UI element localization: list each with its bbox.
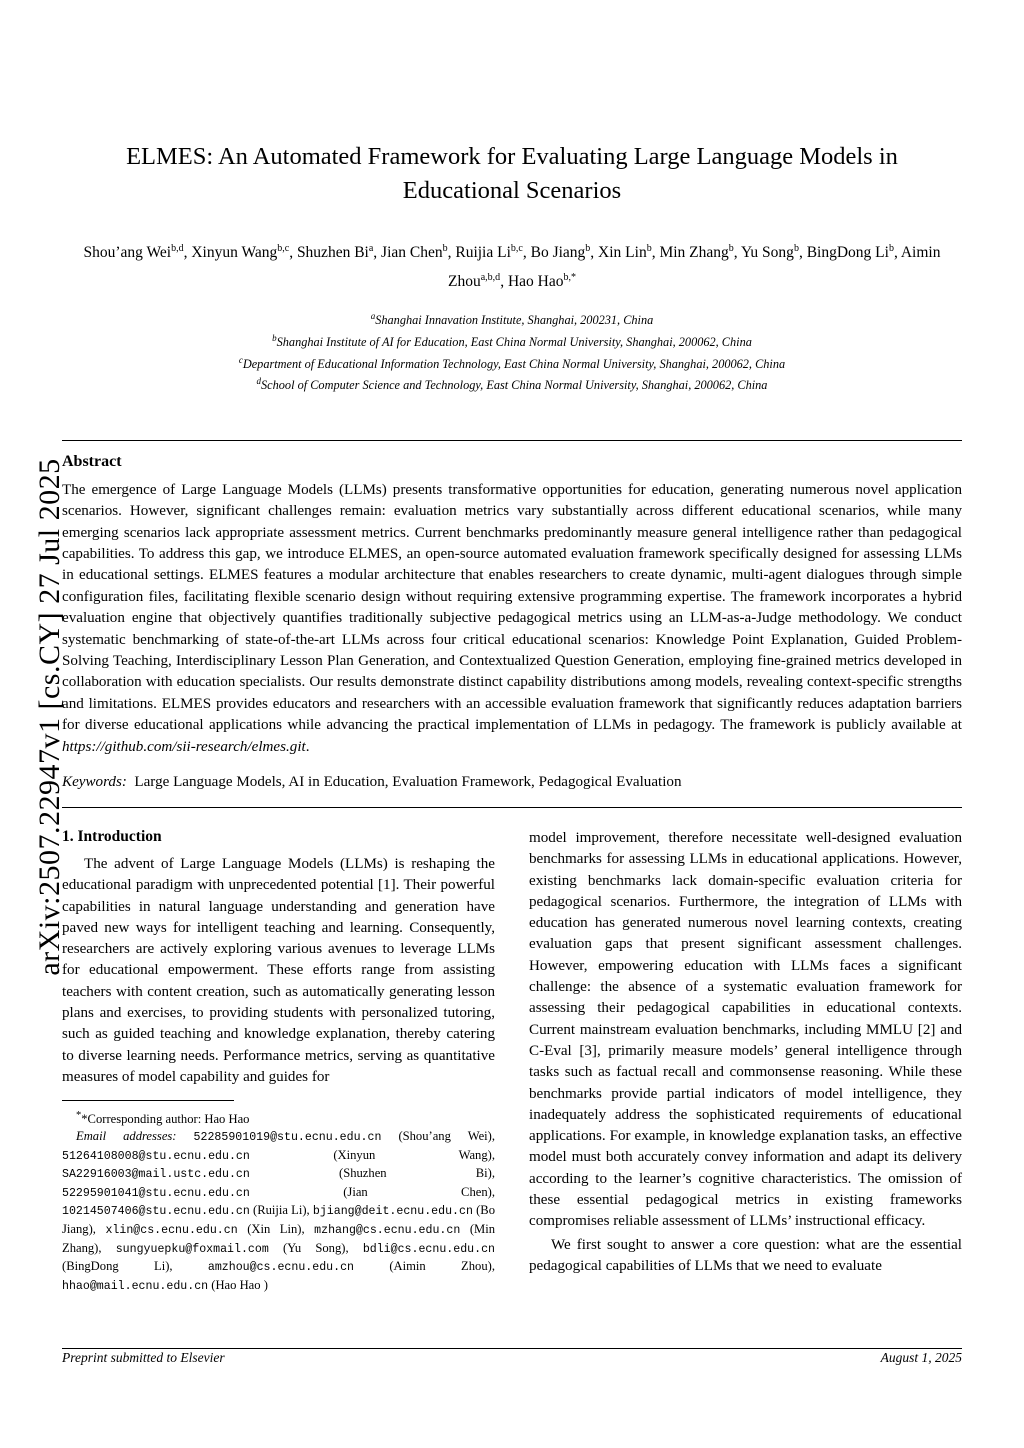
footer-right: August 1, 2025 — [880, 1350, 962, 1365]
author-affil-marker: b — [888, 243, 894, 254]
footnote-emails — [62, 1128, 495, 1295]
author-item: Shuzhen Bi$^a$, — [296, 243, 382, 262]
author-item: Min Zhang$^b$, — [659, 243, 741, 262]
author-affil-marker: b — [793, 243, 799, 254]
footer-left: Preprint submitted to Elsevier — [62, 1350, 225, 1365]
affiliation-item: $^c$Department of Educational Information Technology, East China Normal University, Shanghai, 200062, China — [238, 354, 786, 371]
keywords-value: Large Language Models, AI in Education, Evaluation Framework, Pedagogical Evaluation — [134, 773, 682, 790]
author-item: Ruijia Li$^{b,c}$, — [455, 243, 531, 262]
two-column-body — [62, 828, 962, 1308]
email-address[interactable]: 10214507406@stu.ecnu.edu.cn — [62, 1205, 250, 1219]
right-column — [529, 828, 962, 1308]
affiliation-item: $^b$Shanghai Institute of AI for Education, East China Normal University, Shanghai, 200062, China — [272, 332, 752, 349]
email-addresses-label: Email addresses: — [76, 1129, 177, 1144]
email-address[interactable]: mzhang@cs.ecnu.edu.cn — [314, 1223, 461, 1237]
author-item: Yu Song$^b$, — [740, 243, 807, 262]
email-owner: (Xinyun Wang), — [333, 1147, 495, 1162]
author-affil-marker: b — [728, 243, 734, 254]
author-item: Xinyun Wang$^{b,c}$, — [191, 243, 297, 262]
email-address[interactable]: xlin@cs.ecnu.edu.cn — [105, 1223, 238, 1237]
email-address[interactable]: bdli@cs.ecnu.edu.cn — [362, 1242, 496, 1256]
divider-top — [62, 440, 962, 441]
author-affil-marker: b,c — [277, 243, 290, 254]
paragraph: We first sought to answer a core question: what are the essential pedagogical capabilities of LLMs that we need to evaluate — [529, 1236, 962, 1274]
email-address[interactable]: amzhou@cs.ecnu.edu.cn — [207, 1261, 354, 1275]
author-affil-marker: b,* — [563, 272, 576, 284]
affiliation-list — [62, 308, 962, 394]
author-affil-marker: b — [442, 243, 448, 254]
email-owner: (BingDong Li), — [62, 1259, 173, 1274]
email-owner: (Ruijia Li), — [253, 1203, 310, 1218]
footer-divider — [62, 1348, 962, 1349]
author-item: Aimin Zhou$^{a,b,d}$, — [448, 244, 941, 291]
abstract-text — [62, 480, 962, 758]
email-owner: (Bo Jiang), — [62, 1203, 495, 1236]
affiliation-item: $^a$Shanghai Innavation Institute, Shanghai, 200231, China — [370, 311, 654, 328]
footnote-divider — [62, 1100, 234, 1101]
email-owner: (Shou’ang Wei), — [398, 1129, 496, 1144]
affiliation-item: $^d$School of Computer Science and Technology, East China Normal University, Shanghai, 200062, China — [256, 376, 768, 393]
author-affil-marker: b — [585, 243, 591, 254]
footnote-corresponding: **Corresponding author: Hao Hao — [76, 1110, 250, 1127]
author-affil-marker: b,d — [171, 243, 184, 254]
page-footer — [62, 1350, 962, 1366]
paragraph: model improvement, therefore necessitate well-designed evaluation benchmarks for assessing LLMs in educational applications. However, existing benchmarks lack domain-specific evaluation criteria for pedagogical scenarios. Furthermore, the integration of LLMs with education has generated numerous novel learning contexts, creating evaluation gaps that present significant assessment challenges. However, empowering education with LLMs faces a significant challenge: the absence of a systematic evaluation framework for assessing their pedagogical capabilities in educational contexts. Current mainstream evaluation benchmarks, including MMLU [2] and C-Eval [3], primarily measure models’ general intelligence through tasks such as factual recall and commonsense reasoning. While these benchmarks provide partial indicators of model intelligence, they inadequately address the sophisticated requirements of educational applications. For example, in knowledge explanation tasks, an effective model must both accurately convey information and adapt its delivery according to the learner’s cognitive characteristics. The omission of these essential pedagogical metrics in existing frameworks compromises reliable assessment of LLMs’ instructional efficacy. — [529, 829, 962, 1230]
footnote-block — [62, 1108, 495, 1295]
email-owner: (Hao Hao ) — [211, 1277, 268, 1292]
author-affil-marker: a — [368, 243, 374, 254]
email-address[interactable]: 52285901019@stu.ecnu.edu.cn — [193, 1131, 382, 1145]
email-owner: (Min Zhang), — [62, 1221, 495, 1255]
author-item: Xin Lin$^b$, — [598, 243, 660, 262]
paper-content — [62, 0, 962, 1448]
author-item: BingDong Li$^b$, — [806, 243, 901, 262]
abstract-repo-link[interactable]: https://github.com/sii-research/elmes.git — [62, 738, 306, 755]
email-address[interactable]: 52295901041@stu.ecnu.edu.cn — [62, 1186, 250, 1200]
abstract-heading: Abstract — [62, 452, 122, 470]
page-title: ELMES: An Automated Framework for Evaluating Large Language Models in Educational Scenarios — [126, 143, 898, 204]
email-address[interactable]: 51264108008@stu.ecnu.edu.cn — [62, 1149, 250, 1163]
arxiv-stamp: arXiv:2507.22947v1 [cs.CY] 27 Jul 2025 — [33, 458, 66, 976]
author-item: Hao Hao$^{b,*}$ — [507, 272, 576, 291]
author-item: Jian Chen$^b$, — [381, 243, 456, 262]
paragraph: The advent of Large Language Models (LLMs) is reshaping the educational paradigm with unprecedented potential [1]. Their powerful capabilities in natural language understanding and generation have paved new ways for intelligent teaching and learning. Consequently, researchers are actively exploring various avenues to leverage LLMs for educational empowerment. These efforts range from assisting teachers with content creation, such as automatically generating lesson plans and exercises, to providing students with personalized tutoring, such as guided teaching and knowledge explanation, thereby catering to diverse learning needs. Performance metrics, serving as quantitative measures of model capability and guides for — [62, 855, 495, 1085]
author-list — [62, 236, 962, 294]
author-affil-marker: a,b,d — [480, 272, 501, 284]
author-item: Bo Jiang$^b$, — [530, 243, 599, 262]
keywords-label: Keywords: — [62, 773, 127, 790]
abstract-main: The emergence of Large Language Models (LLMs) presents transformative opportunities for education, generating numerous novel application scenarios. However, significant challenges remain: evaluation metrics vary substantially across different educational scenarios, while many emerging scenarios lack appropriate assessment metrics. Current benchmarks predominantly measure general intelligence rather than pedagogical capabilities. To address this gap, we introduce ELMES, an open-source automated evaluation framework specifically designed for assessing LLMs in educational settings. ELMES features a modular architecture that enables researchers to create dynamic, multi-agent dialogues through simple configuration files, facilitating flexible scenario design without requiring extensive programming expertise. The framework incorporates a hybrid evaluation engine that objectively quantifies traditionally subjective pedagogical metrics using an LLM-as-a-Judge methodology. We conduct systematic benchmarking of state-of-the-art LLMs across four critical educational scenarios: Knowledge Point Explanation, Guided Problem-Solving Teaching, Interdisciplinary Lesson Plan Generation, and Contextualized Question Generation, employing fine-grained metrics developed in collaboration with education specialists. Our results demonstrate distinct capability distributions among models, revealing context-specific strengths and limitations. ELMES provides educators and researchers with an accessible evaluation framework that significantly reduces adaptation barriers for diverse educational applications while advancing the practical implementation of LLMs in pedagogy. The framework is publicly available at — [62, 481, 962, 734]
email-owner: (Aimin Zhou), — [389, 1259, 495, 1274]
abstract-tail: . — [305, 738, 310, 755]
left-column — [62, 828, 495, 1308]
email-address[interactable]: SA22916003@mail.ustc.edu.cn — [62, 1168, 250, 1182]
author-item: Shou’ang Wei$^{b,d}$, — [83, 243, 192, 262]
keywords — [62, 772, 962, 793]
author-affil-marker: b,c — [510, 243, 523, 254]
section-heading-introduction: 1. Introduction — [62, 827, 162, 845]
email-address[interactable]: sungyuepku@foxmail.com — [115, 1242, 269, 1256]
email-owner: (Jian Chen), — [343, 1184, 495, 1199]
email-owner: (Shuzhen Bi), — [339, 1166, 495, 1181]
email-address[interactable]: hhao@mail.ecnu.edu.cn — [62, 1279, 209, 1293]
divider-bottom — [62, 807, 962, 808]
email-owner: (Yu Song), — [282, 1240, 349, 1255]
author-affil-marker: b — [646, 243, 652, 254]
email-owner: (Xin Lin), — [247, 1221, 305, 1236]
email-address[interactable]: bjiang@deit.ecnu.edu.cn — [312, 1205, 473, 1219]
